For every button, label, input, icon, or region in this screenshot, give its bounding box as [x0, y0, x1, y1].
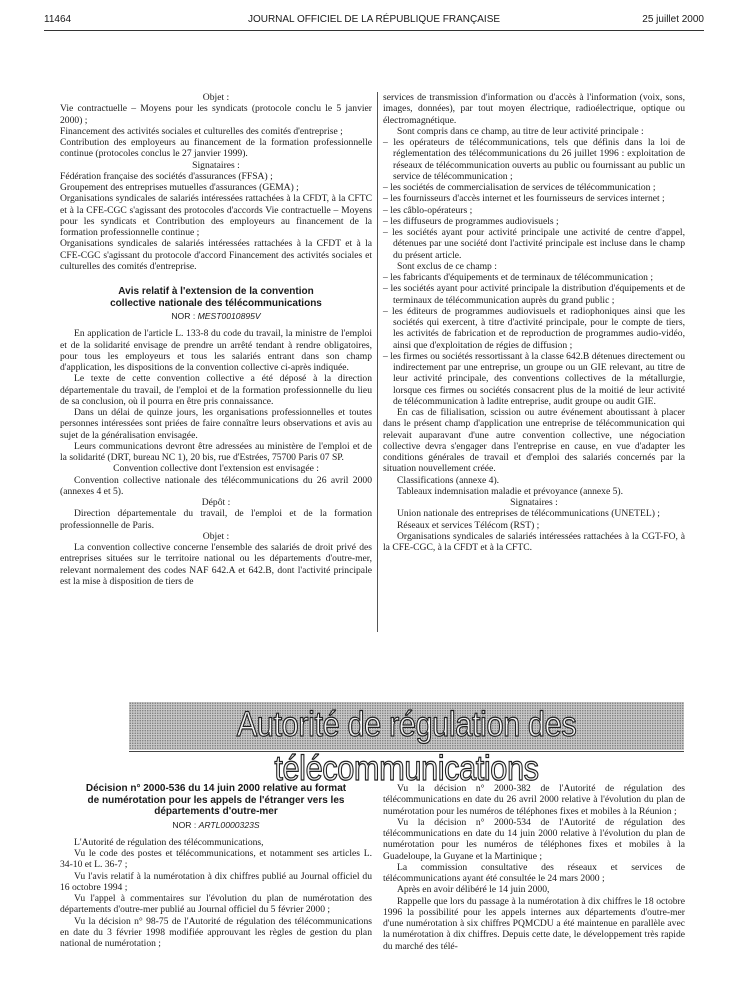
nor-reference	[60, 311, 372, 322]
list-item: – les sociétés ayant pour activité principale la distribution d'équipements et de terminaux de télécommunication auprès du grand public ;	[383, 283, 685, 306]
filialisation-text: En cas de filialisation, scission ou autre événement aboutissant à placer dans le présent champ d'application une entreprise de télécommunication qui relevait auparavant d'une autre convention collective, une négociation collective devra s'engager dans l'entreprise en cause, en vue d'adapter les conditions générales de travail et d'emploi des salariés concernés par la situation nouvellement créée.	[383, 407, 685, 475]
paragraph: Dans un délai de quinze jours, les organisations professionnelles et toutes personnes intéressées sont priées de faire connaître leurs observations et avis au sujet de la généralisation envisagée.	[60, 407, 372, 441]
objet-text: La convention collective concerne l'ensemble des salariés de droit privé des entreprises situées sur le territoire national ou les départements d'outre-mer, relevant normalement des codes NAF 642.A et 642.B, dont l'activité principale est la mise à disposition de tiers de	[60, 542, 372, 587]
authority-line: L'Autorité de régulation des télécommunications,	[74, 836, 264, 848]
list-item: – les sociétés ayant pour activité principale une activité de centre d'appel, détenues par une société dont l'activité principale est incluse dans le champ du présent article.	[383, 227, 685, 261]
page-number: 11464	[44, 14, 72, 25]
avis-title	[60, 286, 372, 309]
vu-paragraph: Vu la décision n° 2000-534 de l'Autorité de régulation des télécommunications en date du 14 juin 2000 relative à l'évolution du plan de numérotation pour les numéros de téléphones fixes et mobiles à la Guadeloupe, la Guyane et la Martinique ;	[383, 816, 685, 862]
objet-label: Objet :	[202, 92, 230, 103]
avis-title-line1: Avis relatif à l'extension de la convention	[118, 286, 314, 297]
column-divider	[377, 92, 378, 632]
list-item: – les firmes ou sociétés ressortissant à la classe 642.B détenues directement ou indirectement par une entreprise, un groupe ou un GIE relevant, au titre de leur activité principale, des conventions collectives de la métallurgie, lorsque ces firmes ou sociétés consacrent plus de la moitié de leur activité de télécommunication à ladite entreprise, audit groupe ou audit GIE.	[383, 350, 685, 407]
nor-label: NOR :	[172, 819, 197, 830]
nor-label: NOR :	[171, 311, 196, 321]
vu-paragraph: Vu la décision n° 98-75 de l'Autorité de régulation des télécommunications en date du 3 février 1998 modifiée approuvant les règles de gestion du plan national de numérotation ;	[60, 915, 372, 949]
decision-title-line3: départements d'outre-mer	[154, 806, 278, 817]
exclus-label: Sont exclus de ce champ :	[397, 260, 497, 272]
vu-paragraph: Vu l'appel à commentaires sur l'évolution du plan de numérotation des départements d'outre-mer publié au Journal officiel du 5 février 2000 ;	[60, 893, 372, 916]
classifications-text: Classifications (annexe 4).	[397, 474, 500, 486]
list-item: – les fournisseurs d'accès internet et les fournisseurs de services internet ;	[383, 193, 665, 205]
signataire-line: Réseaux et services Télécom (RST) ;	[397, 519, 540, 531]
paragraph: Le texte de cette convention collective a été déposé à la direction départementale du travail, de l'emploi et de la formation professionnelle du lieu de sa conclusion, où il pourra en être pris connaissance.	[60, 373, 372, 407]
depot-label: Dépôt :	[201, 497, 231, 508]
decision-title-line1: Décision n° 2000-536 du 14 juin 2000 relative au format	[85, 783, 347, 794]
convention-label: Convention collective dont l'extension est envisagée :	[113, 463, 319, 475]
banner-title: Autorité de régulation des télécommunications	[236, 705, 577, 788]
column-left-top	[60, 92, 372, 587]
banner-rule	[129, 751, 684, 752]
paragraph: En application de l'article L. 133-8 du code du travail, la ministre de l'emploi et de la solidarité envisage de prendre un arrêté tendant à rendre obligatoires, pour tous les employeurs et tous les salariés entrant dans son champ d'application, les dispositions de la convention collective ci-après indiquée.	[60, 328, 372, 373]
section-banner	[129, 702, 684, 788]
list-item: – les sociétés de commercialisation de services de télécommunication ;	[383, 182, 656, 193]
objet-label: Objet :	[202, 530, 230, 542]
signataires-label: Signataires :	[510, 497, 558, 508]
paragraph: La commission consultative des réseaux et services de télécommunications ayant été consultée le 24 mars 2000 ;	[383, 861, 685, 884]
journal-title: JOURNAL OFFICIEL DE LA RÉPUBLIQUE FRANÇAISE	[247, 14, 501, 25]
vu-paragraph: Vu le code des postes et télécommunications, et notamment ses articles L. 34-10 et L. 36-7 ;	[60, 848, 372, 871]
signataire-line: Organisations syndicales de salariés intéressées rattachées à la CFDT, à la CFTC et à la CFE-CGC s'agissant des protocoles d'accords Vie contractuelle – Moyens pour les syndicats et Contribution des employeurs au financement de la formation professionnelle continue ;	[60, 193, 372, 238]
signataire-line: Fédération française des sociétés d'assurances (FFSA) ;	[60, 170, 273, 182]
signataire-line: Union nationale des entreprises de télécommunications (UNETEL) ;	[397, 508, 660, 520]
paragraph: Leurs communications devront être adressées au ministère de l'emploi et de la solidarité (DRT, bureau NC 1), 20 bis, rue d'Estrées, 75700 Paris 07 SP.	[60, 440, 372, 463]
compris-label: Sont compris dans ce champ, au titre de leur activité principale :	[397, 125, 644, 137]
signataire-line: Groupement des entreprises mutuelles d'assurances (GEMA) ;	[60, 182, 299, 193]
objet-line: Vie contractuelle – Moyens pour les syndicats (protocole conclu le 5 janvier 2000) ;	[60, 103, 372, 126]
list-item: – les opérateurs de télécommunications, tels que définis dans la loi de réglementation des télécommunications du 26 juillet 1996 : exploitation de réseaux de télécommunication ouverts au public ou fournissant au public un service de télécommunication ;	[383, 137, 685, 182]
list-item: – les éditeurs de programmes audiovisuels et radiophoniques ainsi que les sociétés qui exercent, à titre d'activité principale, pour le compte de tiers, les activités de fabrication et de reproduction de programmes audio-vidéo, ainsi que d'exploitation de régies de diffusion ;	[383, 305, 685, 351]
objet-line: Financement des activités sociales et culturelles des comités d'entreprise ;	[60, 125, 343, 137]
depot-text: Direction départementale du travail, de l'emploi et de la formation professionnelle de Paris.	[60, 508, 372, 531]
vu-paragraph: Vu l'avis relatif à la numérotation à dix chiffres publié au Journal officiel du 16 octobre 1994 ;	[60, 870, 372, 893]
nor-code: ARTL0000323S	[198, 819, 260, 830]
issue-date: 25 juillet 2000	[642, 14, 704, 25]
objet-line: Contribution des employeurs au financement de la formation professionnelle continue (protocoles conclus le 27 janvier 1999).	[60, 137, 372, 160]
nor-code: MEST0010895V	[197, 311, 261, 321]
vu-paragraph: Vu la décision n° 2000-382 de l'Autorité de régulation des télécommunications en date du 26 avril 2000 relative à l'évolution du plan de numérotation pour les numéros de téléphones fixes et mobiles à la Réunion ;	[383, 783, 685, 817]
column-left-bottom	[60, 783, 372, 949]
list-item: – les câblo-opérateurs ;	[383, 204, 473, 216]
paragraph: Après en avoir délibéré le 14 juin 2000,	[397, 884, 550, 896]
column-right-top	[383, 92, 685, 553]
decision-title	[60, 783, 372, 818]
signataire-line: Organisations syndicales de salariés intéressées rattachées à la CFDT et à la CFE-CGC s'agissant du protocole d'accord Financement des activités sociales et culturelles des comités d'entreprise.	[60, 238, 372, 272]
header-rule	[44, 30, 704, 31]
convention-text: Convention collective nationale des télécommunications du 26 avril 2000 (annexes 4 et 5).	[60, 474, 372, 497]
list-item: – les diffuseurs de programmes audiovisuels ;	[383, 215, 559, 227]
intro-text: services de transmission d'information ou d'accès à l'information (voix, sons, images, données), par tout moyen électrique, radioélectrique, optique ou électromagnétique.	[383, 92, 685, 126]
list-item: – les fabricants d'équipements et de terminaux de télécommunication ;	[383, 272, 653, 283]
avis-title-line2: collective nationale des télécommunications	[110, 297, 322, 309]
signataires-label: Signataires :	[192, 159, 240, 171]
column-right-bottom	[383, 783, 685, 952]
paragraph: Rappelle que lors du passage à la numérotation à dix chiffres le 18 octobre 1996 la possibilité pour les appels internes aux départements d'outre-mer d'une numérotation à six chiffres PQMCDU a été maintenue en parallèle avec la numérotation à dix chiffres. Depuis cette date, le développement très rapide du marché des télé-	[383, 895, 685, 952]
decision-title-line2: de numérotation pour les appels de l'étranger vers les	[87, 794, 345, 806]
tableaux-text: Tableaux indemnisation maladie et prévoyance (annexe 5).	[397, 485, 624, 497]
nor-reference	[60, 820, 372, 831]
signataire-line: Organisations syndicales de salariés intéressées rattachées à la CGT-FO, à la CFE-CGC, à la CFDT et à la CFTC.	[383, 530, 685, 553]
